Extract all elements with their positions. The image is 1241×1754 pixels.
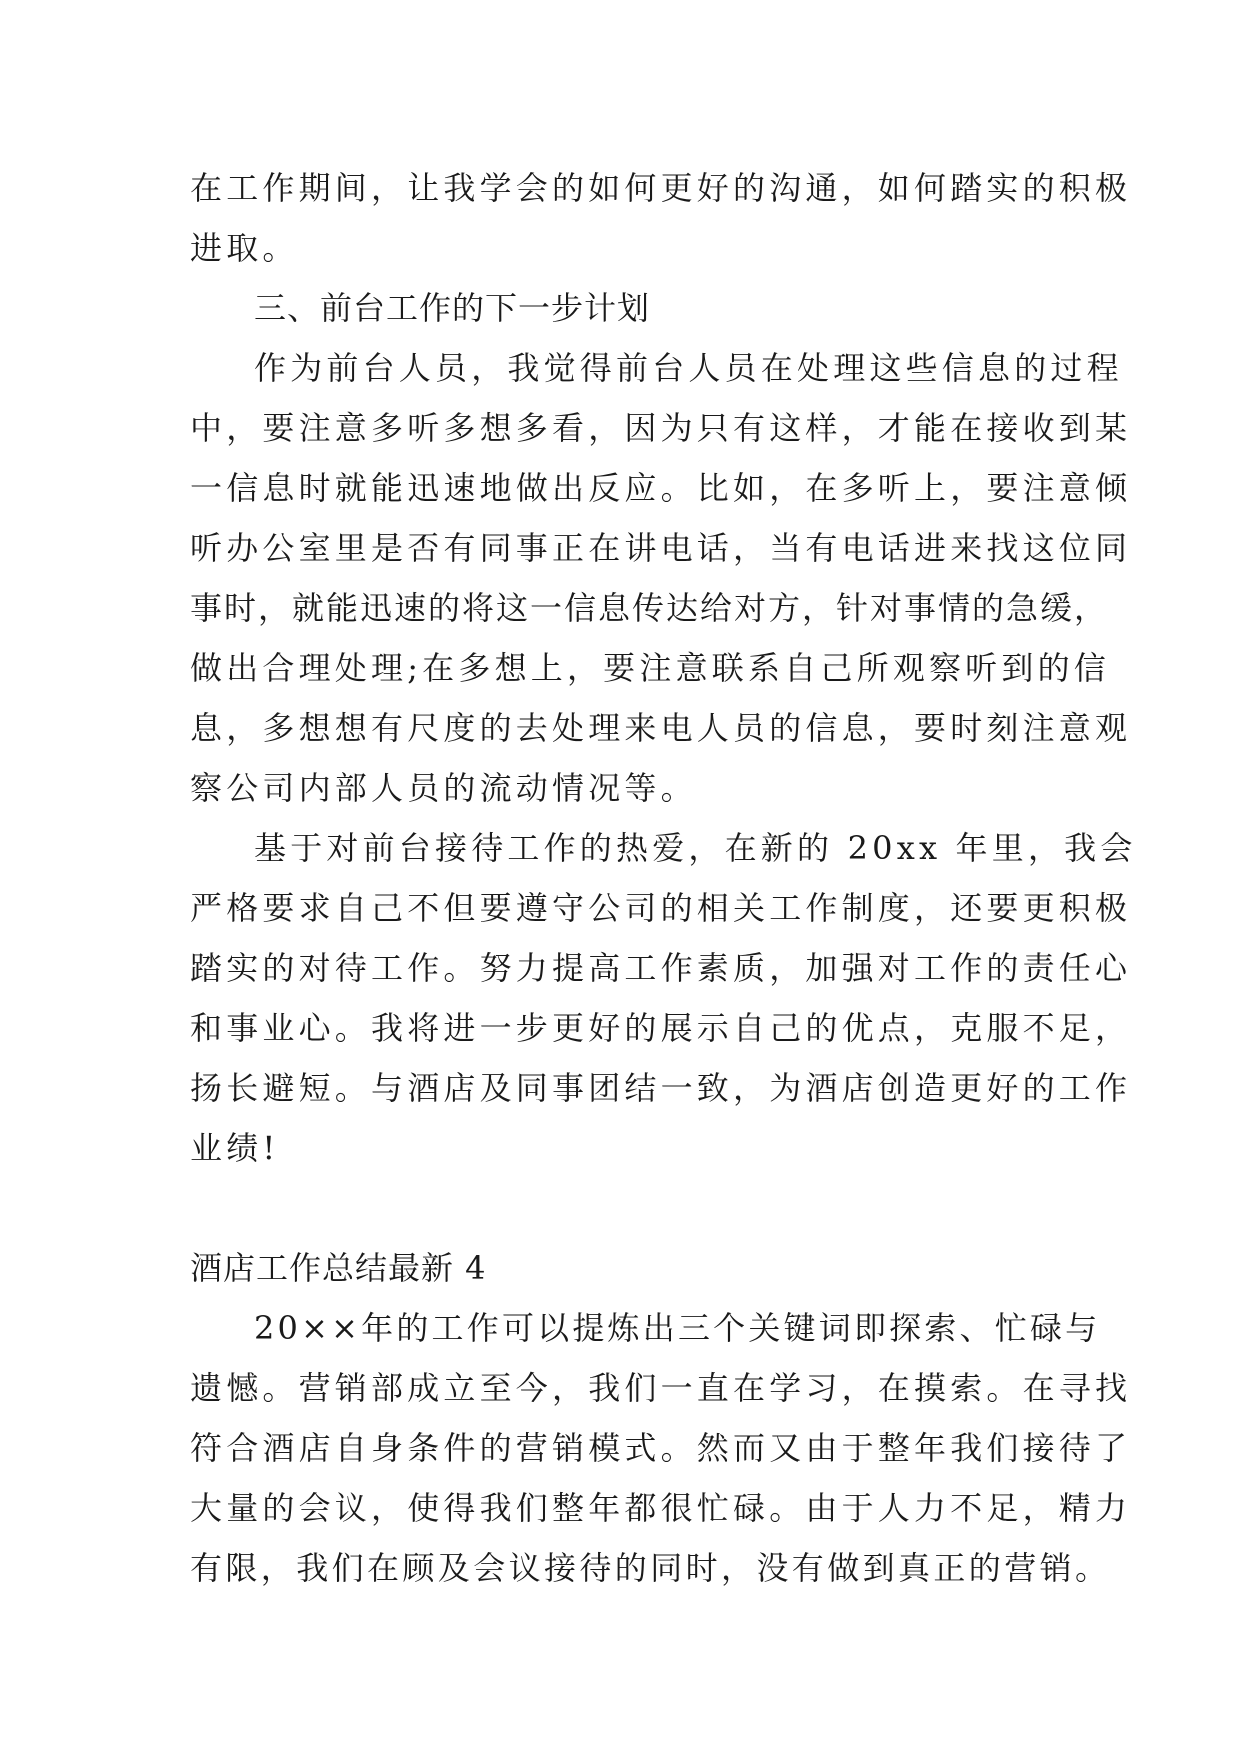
text-line: 业绩! [190,1129,280,1167]
text-line: 一信息时就能迅速地做出反应。比如，在多听上，要注意倾 [190,469,1132,507]
text-line: 事时，就能迅速的将这一信息传达给对方，针对事情的急缓， [190,589,1109,627]
text-line: 基于对前台接待工作的热爱，在新的 20xx 年里，我会 [254,829,1137,867]
text-line: 在工作期间，让我学会的如何更好的沟通，如何踏实的积极 [190,169,1132,207]
text-line: 有限，我们在顾及会议接待的同时，没有做到真正的营销。 [190,1549,1111,1587]
section-heading: 三、前台工作的下一步计划 [254,289,651,327]
text-line: 扬长避短。与酒店及同事团结一致，为酒店创造更好的工作 [190,1069,1132,1107]
text-line: 做出合理处理;在多想上，要注意联系自己所观察听到的信 [190,649,1110,687]
text-line: 和事业心。我将进一步更好的展示自己的优点，克服不足， [190,1009,1132,1047]
text-line: 20××年的工作可以提炼出三个关键词即探索、忙碌与 [254,1309,1101,1347]
text-line: 踏实的对待工作。努力提高工作素质，加强对工作的责任心 [190,949,1132,987]
section-title: 酒店工作总结最新 4 [190,1249,487,1287]
text-line: 符合酒店自身条件的营销模式。然而又由于整年我们接待了 [190,1429,1132,1467]
text-line: 息，多想想有尺度的去处理来电人员的信息，要时刻注意观 [190,709,1132,747]
text-line: 中，要注意多听多想多看，因为只有这样，才能在接收到某 [190,409,1132,447]
text-line: 大量的会议，使得我们整年都很忙碌。由于人力不足，精力 [190,1489,1132,1527]
text-line: 遗憾。营销部成立至今，我们一直在学习，在摸索。在寻找 [190,1369,1132,1407]
text-line: 听办公室里是否有同事正在讲电话，当有电话进来找这位同 [190,529,1132,567]
text-line: 严格要求自己不但要遵守公司的相关工作制度，还要更积极 [190,889,1132,927]
text-line: 作为前台人员，我觉得前台人员在处理这些信息的过程 [254,349,1123,387]
text-line: 察公司内部人员的流动情况等。 [190,769,697,807]
text-line: 进取。 [190,229,299,267]
